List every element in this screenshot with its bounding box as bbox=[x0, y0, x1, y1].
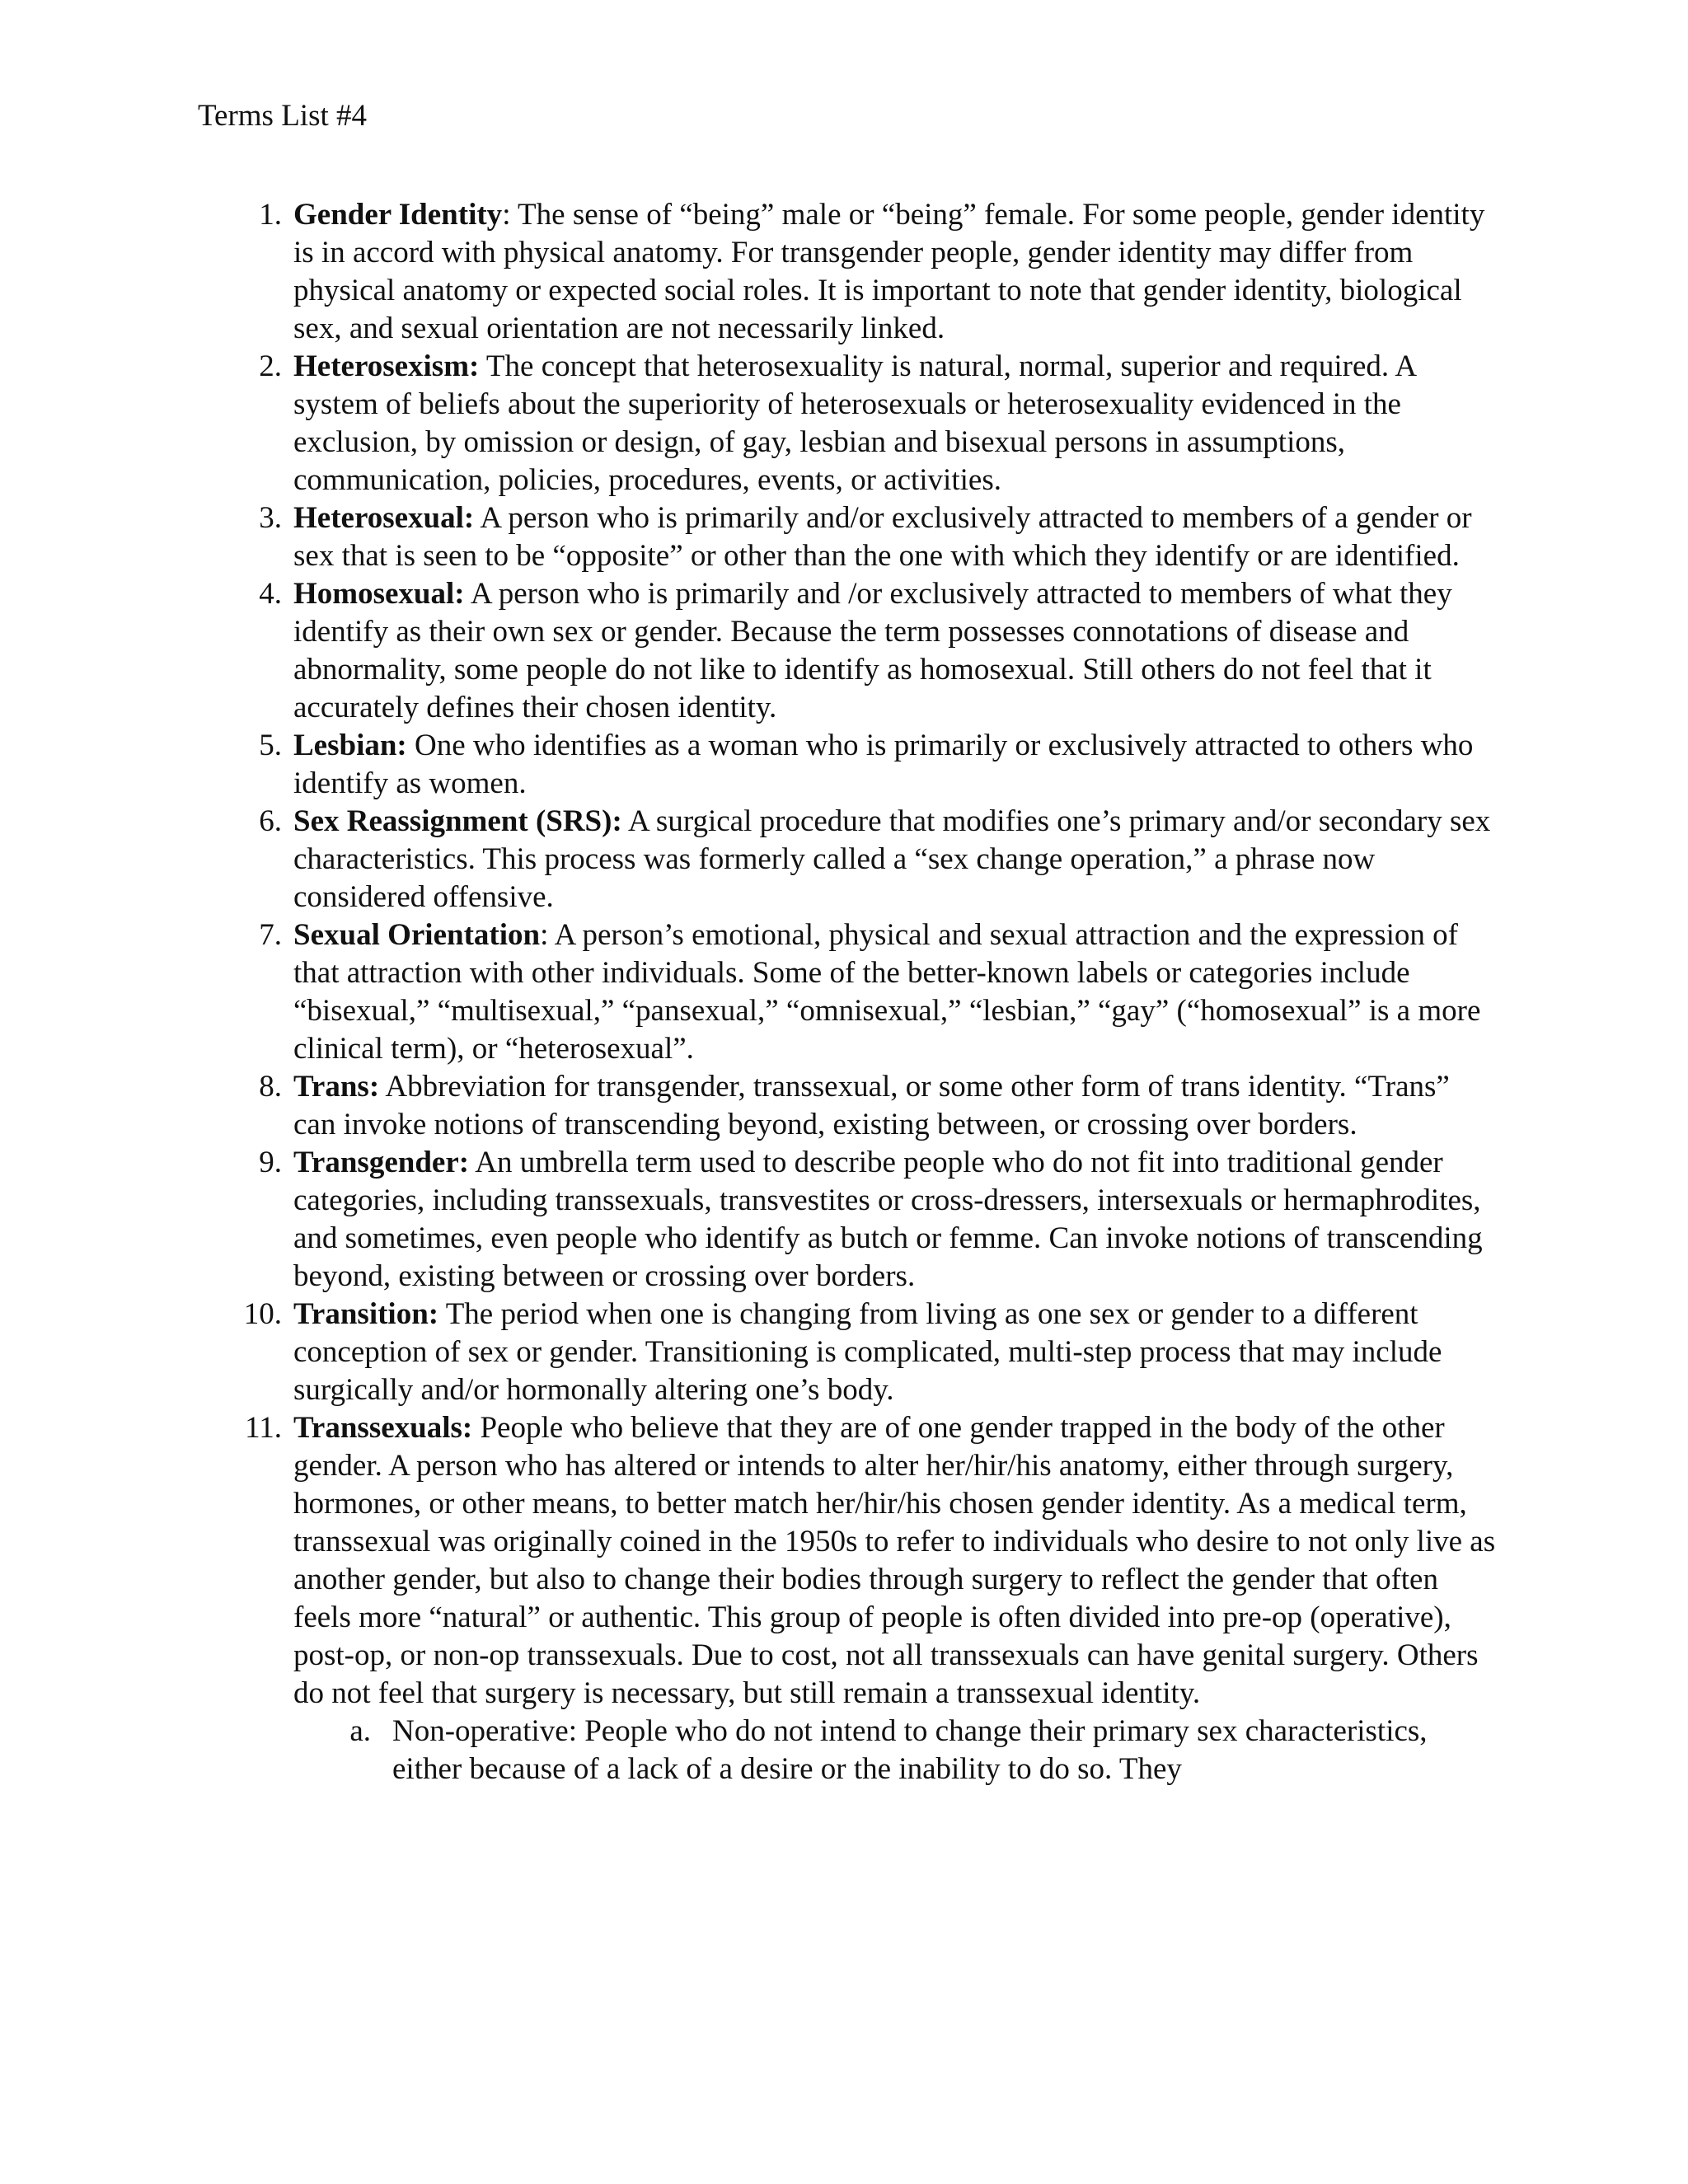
term-name: Lesbian: bbox=[293, 729, 407, 762]
item-number: 11. bbox=[245, 1411, 282, 1445]
term-name: Trans: bbox=[293, 1070, 380, 1104]
terms-list bbox=[243, 196, 1497, 1788]
sub-item-letter: a. bbox=[349, 1714, 371, 1748]
item-number: 6. bbox=[259, 804, 282, 838]
term-definition: A person’s emotional, physical and sexual attraction and the expression of that attraction with other individuals. Some of the better-known labels or categories include “bisexual,” “multisexual,” “pansexual,” “omnisexual,” “lesbian,” “gay” (“homosexual” is a more clinical term), or “heterosexual”. bbox=[293, 918, 1481, 1066]
term-name: Sexual Orientation bbox=[293, 918, 541, 952]
sub-list-item bbox=[349, 1713, 1497, 1788]
document-title: Terms List #4 bbox=[198, 99, 367, 133]
list-item bbox=[259, 575, 1497, 727]
item-number: 4. bbox=[259, 577, 282, 611]
list-item bbox=[259, 499, 1497, 575]
list-item bbox=[243, 1296, 1497, 1409]
item-number: 1. bbox=[259, 198, 282, 232]
term-definition: The concept that heterosexuality is natural, normal, superior and required. A system of beliefs about the superiority of heterosexuals or heterosexuality evidenced in the exclusion, by omission or design, of gay, lesbian and bisexual persons in assumptions, communication, policies, procedures, events, or activities. bbox=[293, 349, 1416, 497]
term-separator: : bbox=[540, 918, 549, 952]
list-item bbox=[259, 348, 1497, 499]
term-name: Homosexual: bbox=[293, 577, 465, 611]
term-definition: One who identifies as a woman who is primarily or exclusively attracted to others who identify as women. bbox=[293, 729, 1474, 800]
term-definition: The sense of “being” male or “being” female. For some people, gender identity is in accord with physical anatomy. For transgender people, gender identity may differ from physical anatomy or expected social roles. It is important to note that gender identity, biological sex, and sexual orientation are not necessarily linked. bbox=[293, 198, 1485, 345]
term-definition: Abbreviation for transgender, transsexual, or some other form of trans identity. “Trans” can invoke notions of transcending beyond, existing between, or crossing over borders. bbox=[293, 1070, 1450, 1141]
list-item bbox=[259, 727, 1497, 803]
term-definition: People who believe that they are of one gender trapped in the body of the other gender. A person who has altered or intends to alter her/hir/his anatomy, either through surgery, hormones, or other means, to better match her/hir/his chosen gender identity. As a medical term, transsexual was originally coined in the 1950s to refer to individuals who desire to not only live as another gender, but also to change their bodies through surgery to reflect the gender that often feels more “natural” or authentic. This group of people is often divided into pre-op (operative), post-op, or non-op transsexuals. Due to cost, not all transsexuals can have genital surgery. Others do not feel that surgery is necessary, but still remain a transsexual identity. bbox=[293, 1411, 1496, 1710]
list-item bbox=[259, 1144, 1497, 1296]
item-number: 2. bbox=[259, 349, 282, 383]
sub-item-text: Non-operative: People who do not intend to change their primary sex characteristics, either because of a lack of a desire or the inability to do so. They bbox=[392, 1714, 1428, 1786]
term-name: Transsexuals: bbox=[293, 1411, 473, 1445]
term-separator: : bbox=[502, 198, 511, 232]
item-number: 8. bbox=[259, 1070, 282, 1104]
item-number: 9. bbox=[259, 1146, 282, 1179]
list-item bbox=[259, 1068, 1497, 1144]
list-item bbox=[259, 196, 1497, 348]
term-definition: The period when one is changing from living as one sex or gender to a different conception of sex or gender. Transitioning is complicated, multi-step process that may include surgically and/or hormonally altering one’s body. bbox=[293, 1297, 1442, 1407]
item-number: 10. bbox=[243, 1297, 282, 1331]
item-number: 3. bbox=[259, 501, 282, 535]
term-definition: A person who is primarily and /or exclusively attracted to members of what they identify as their own sex or gender. Because the term possesses connotations of disease and abnormality, some people do not like to identify as homosexual. Still others do not feel that it accurately defines their chosen identity. bbox=[293, 577, 1452, 724]
term-name: Sex Reassignment (SRS): bbox=[293, 804, 622, 838]
item-number: 5. bbox=[259, 729, 282, 762]
sub-list bbox=[293, 1713, 1497, 1788]
item-number: 7. bbox=[259, 918, 282, 952]
term-definition: An umbrella term used to describe people who do not fit into traditional gender categories, including transsexuals, transvestites or cross-dressers, intersexuals or hermaphrodites, and sometimes, even people who identify as butch or femme. Can invoke notions of transcending beyond, existing between or crossing over borders. bbox=[293, 1146, 1483, 1293]
term-name: Heterosexual: bbox=[293, 501, 475, 535]
term-name: Transition: bbox=[293, 1297, 439, 1331]
list-item bbox=[259, 916, 1497, 1068]
term-name: Heterosexism: bbox=[293, 349, 480, 383]
term-definition: A person who is primarily and/or exclusively attracted to members of a gender or sex that is seen to be “opposite” or other than the one with which they identify or are identified. bbox=[293, 501, 1472, 573]
list-item bbox=[245, 1409, 1497, 1788]
term-definition: A surgical procedure that modifies one’s primary and/or secondary sex characteristics. This process was formerly called a “sex change operation,” a phrase now considered offensive. bbox=[293, 804, 1491, 914]
list-item bbox=[259, 803, 1497, 916]
term-name: Gender Identity bbox=[293, 198, 503, 232]
term-name: Transgender: bbox=[293, 1146, 470, 1179]
